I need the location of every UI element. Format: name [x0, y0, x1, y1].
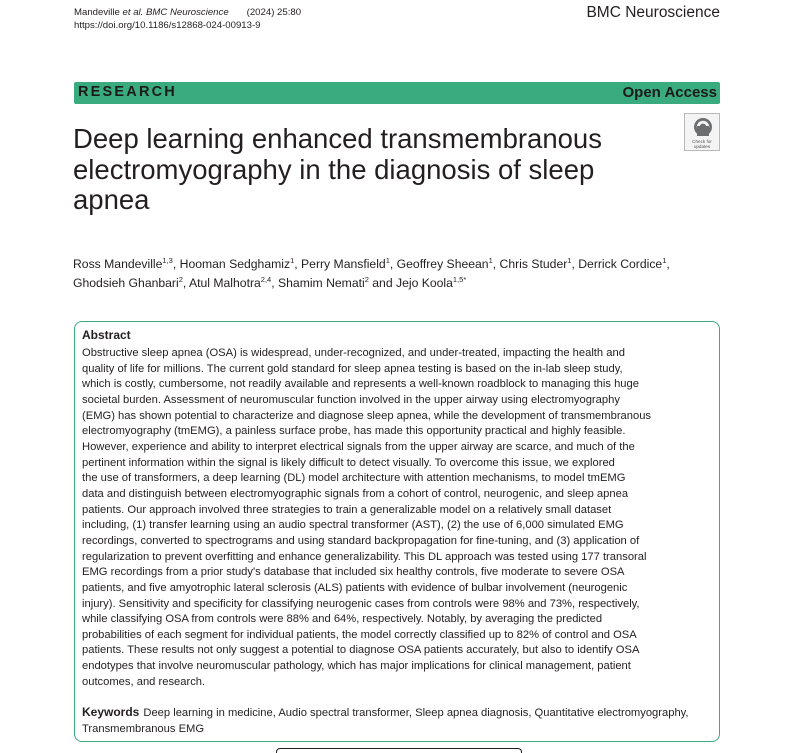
abstract-text [82, 346, 712, 690]
citation-header [74, 6, 301, 32]
abstract-heading: Abstract [82, 328, 131, 342]
abstract-line: electromyography (tmEMG), a painless surface probe, has made this opportunity practical and highly feasible. [82, 425, 626, 438]
author-name: Geoffrey Sheean [396, 257, 489, 271]
crossmark-label-line2: updates [693, 143, 711, 149]
author-name: Chris Studer [499, 257, 568, 271]
abstract-line: recordings, converted to spectrograms and using standard backpropagation for fine-tuning, and (3) application of [82, 534, 640, 547]
open-access-label: Open Access [622, 84, 717, 101]
author-affiliation: 2,4 [260, 275, 272, 284]
author-name: Jejo Koola [396, 276, 453, 290]
author-name: Hooman Sedghamiz [179, 257, 291, 271]
abstract-line: including, (1) transfer learning using an audio spectral transformer (AST), (2) the use of 6,000 simulated EMG [82, 519, 624, 532]
abstract-line: endotypes that involve neuromuscular pathology, which has major implications for clinical management, patient [82, 660, 631, 673]
journal-name: BMC Neuroscience [586, 4, 720, 21]
author-affiliation: 1 [385, 256, 390, 265]
check-for-updates-button[interactable] [684, 113, 720, 151]
abstract-line: pertinent information within the signal is likely difficult to detect visually. To overcome this issue, we explored [82, 456, 615, 469]
author-name: Ghodsieh Ghanbari [73, 276, 179, 290]
section-banner [74, 82, 720, 104]
author-affiliation: 1 [662, 256, 667, 265]
crossmark-label-line1: Check for [692, 139, 712, 144]
abstract-line: patients. These results not only suggest a potential to diagnose OSA patients accurately, but also to identify OSA [82, 644, 640, 657]
author-affiliation: 2 [364, 275, 369, 284]
author-affiliation: 2 [178, 275, 183, 284]
author-affiliation: 1,3 [162, 256, 173, 265]
abstract-line: patients. Our approach involved three strategies to train a generalizable model on a relatively small dataset [82, 503, 612, 516]
author-name: Shamim Nemati [278, 276, 365, 290]
author-affiliation: 1 [488, 256, 493, 265]
keywords-section [82, 705, 712, 737]
abstract-line: probabilities of each segment for individual patients, the model correctly classified up to 82% of control and OSA [82, 628, 637, 641]
abstract-line: the use of transformers, a deep learning (DL) model architecture with attention mechanisms, to model tmEMG [82, 472, 626, 485]
author-affiliation: 1 [290, 256, 295, 265]
author-affiliation: 1,5* [452, 275, 467, 284]
abstract-line: outcomes, and research. [82, 675, 206, 688]
abstract-line: regularization to prevent overfitting and enhance generalizability. This DL approach was tested using 177 transoral [82, 550, 647, 563]
abstract-line: while classifying OSA from controls were 88% and 64%, respectively. Notably, by averaging the predicted [82, 613, 603, 626]
article-title: Deep learning enhanced transmembranous electromyography in the diagnosis of sleep apnea [73, 123, 602, 215]
author-name: Derrick Cordice [578, 257, 663, 271]
author-name: Atul Malhotra [188, 276, 261, 290]
author-conjunction: and [372, 276, 393, 290]
abstract-line: societal burden. Assessment of neuromuscular function involved in the upper airway using electromyography [82, 393, 620, 406]
citation-authors: Mandeville et al. BMC Neuroscience [74, 7, 229, 18]
doi-link[interactable]: https://doi.org/10.1186/s12868-024-00913-9 [74, 20, 261, 31]
abstract-line: EMG recordings from a prior study's database that included six healthy controls, five moderate to severe OSA [82, 566, 625, 579]
section-label: RESEARCH [78, 84, 177, 100]
author-affiliation: 1 [567, 256, 572, 265]
crossmark-icon [693, 117, 713, 137]
abstract-line: Obstructive sleep apnea (OSA) is widespread, under-recognized, and under-treated, impacting the health and [82, 347, 625, 359]
author-name: Ross Mandeville [73, 257, 163, 271]
keywords-heading: Keywords [82, 705, 140, 719]
abstract-line: quality of life for millions. The current gold standard for sleep apnea testing is based on the in-lab sleep study, [82, 362, 623, 375]
abstract-line: data and distinguish between electromyographic signals from a cohort of control, neurogenic, and sleep apnea [82, 487, 629, 500]
abstract-line: patients, and five amyotrophic lateral sclerosis (ALS) patients with evidence of bulbar involvement (neurogenic [82, 581, 628, 594]
abstract-line: (EMG) has shown potential to characterize and diagnose sleep apnea, while the development of transmembranous [82, 409, 652, 422]
abstract-line: However, experience and ability to interpret electrical signals from the upper airway are scarce, and much of the [82, 440, 635, 453]
author-name: Perry Mansfield [301, 257, 386, 271]
keywords-text: Deep learning in medicine, Audio spectral transformer, Sleep apnea diagnosis, Quantitative electromyography, Transmembranous EMG [82, 707, 689, 735]
abstract-line: which is costly, cumbersome, not readily available and represents a well-known roadblock to managing this huge [82, 378, 639, 391]
author-list: Ross Mandeville$^{1,3}$, Hooman Sedghamiz$^1$, Perry Mansfield$^1$, Geoffrey Sheean$^1$, Chris Studer$^1$, Derrick Cordice$^1$, Ghodsieh Ghanbari$^2$, Atul Malhotra$^{2,4}$, Shamim Nemati$^2$ and Jejo Koola$^{1,5*}$ [73, 256, 670, 290]
citation-year-volume: (2024) 25:80 [246, 7, 302, 18]
abstract-line: injury). Sensitivity and specificity for classifying neurogenic cases from controls were 98% and 73%, respectively, [82, 597, 640, 610]
